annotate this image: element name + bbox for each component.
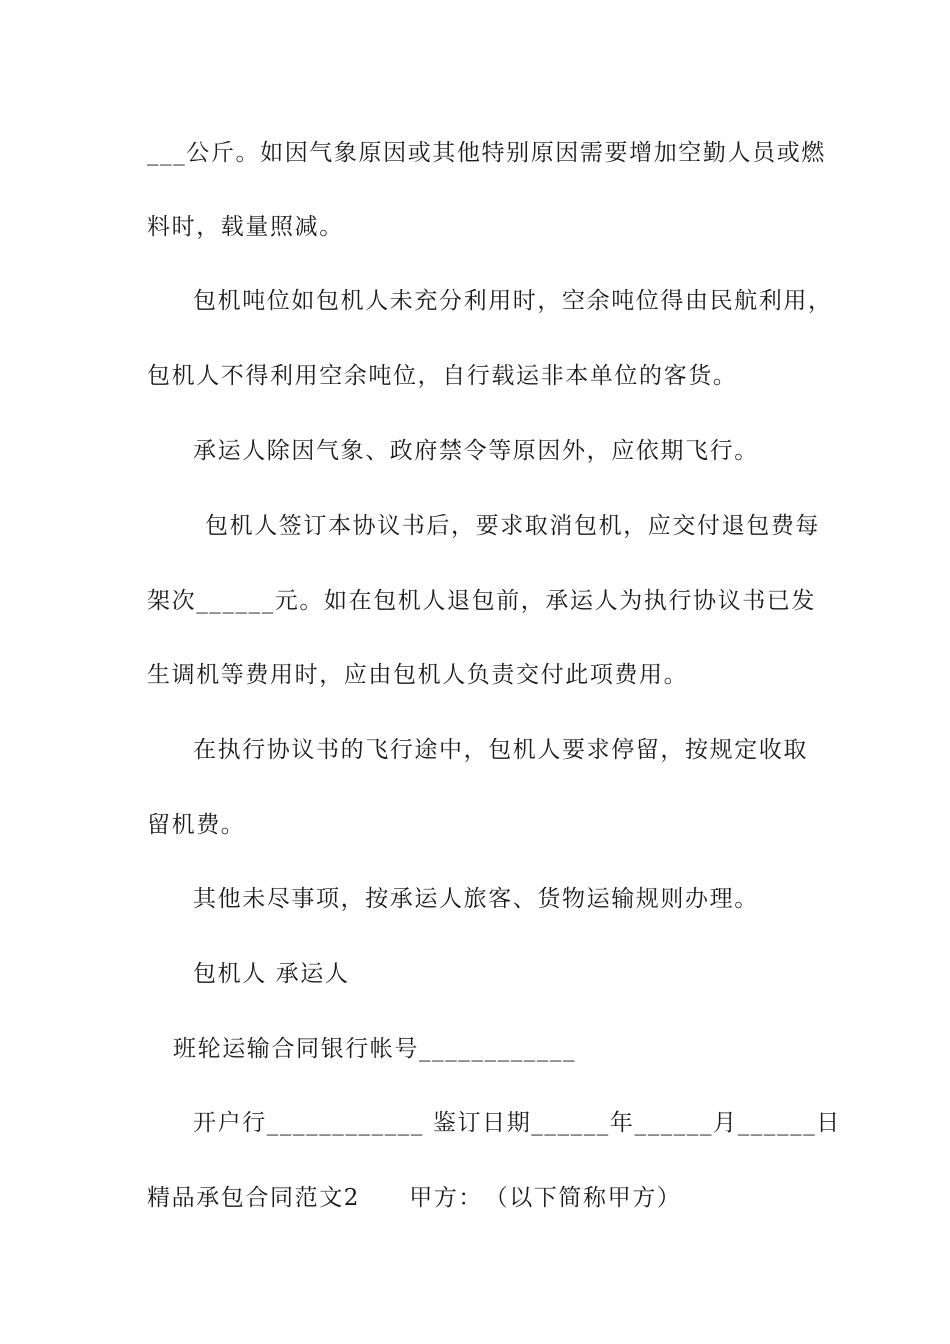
- text-line: 留机费。: [147, 812, 246, 838]
- text-line: ___公斤。如因气象原因或其他特别原因需要增加空勤人员或燃: [147, 140, 826, 166]
- text-line: 其他未尽事项，按承运人旅客、货物运输规则办理。: [193, 886, 759, 912]
- text-line: 包机吨位如包机人未充分利用时，空余吨位得由民航利用，: [193, 288, 833, 314]
- text-line: 班轮运输合同银行帐号____________: [173, 1036, 577, 1062]
- text-line: 精品承包合同范文2 甲方： （以下简称甲方）: [147, 1185, 682, 1211]
- text-line: 包机人不得利用空余吨位，自行载运非本单位的客货。: [147, 363, 738, 389]
- text-line: 生调机等费用时，应由包机人负责交付此项费用。: [147, 662, 689, 688]
- text-line: 架次______元。如在包机人退包前，承运人为执行协议书已发: [147, 588, 816, 614]
- text-line: 包机人签订本协议书后，要求取消包机，应交付退包费每: [205, 513, 820, 539]
- text-line: 开户行____________ 鉴订日期______年______月______日: [193, 1110, 841, 1136]
- text-line: 在执行协议书的飞行途中，包机人要求停留，按规定收取: [193, 737, 808, 763]
- text-line: 承运人除因气象、政府禁令等原因外，应依期飞行。: [193, 438, 759, 464]
- text-line: 料时，载量照减。: [147, 214, 344, 240]
- text-line: 包机人 承运人: [193, 961, 350, 987]
